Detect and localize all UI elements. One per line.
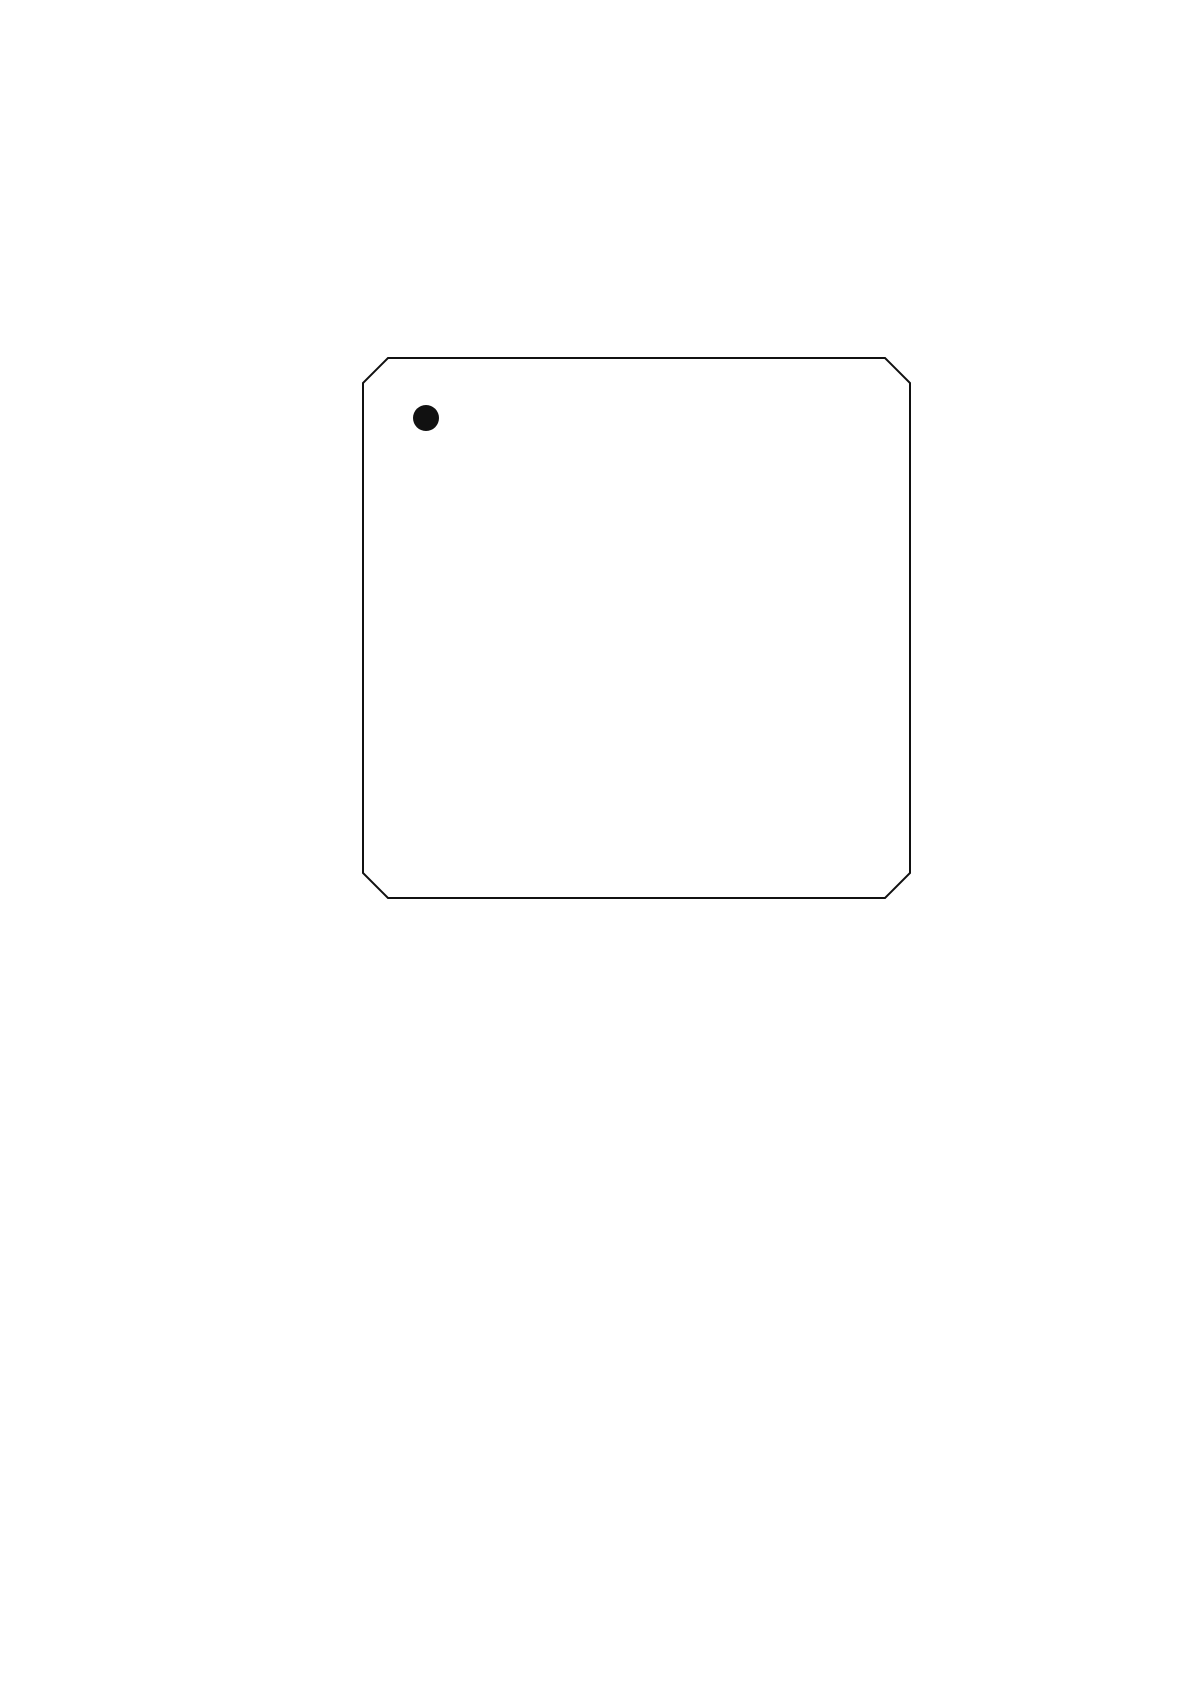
pin1-marker-dot	[413, 405, 439, 431]
package-body	[363, 358, 910, 898]
